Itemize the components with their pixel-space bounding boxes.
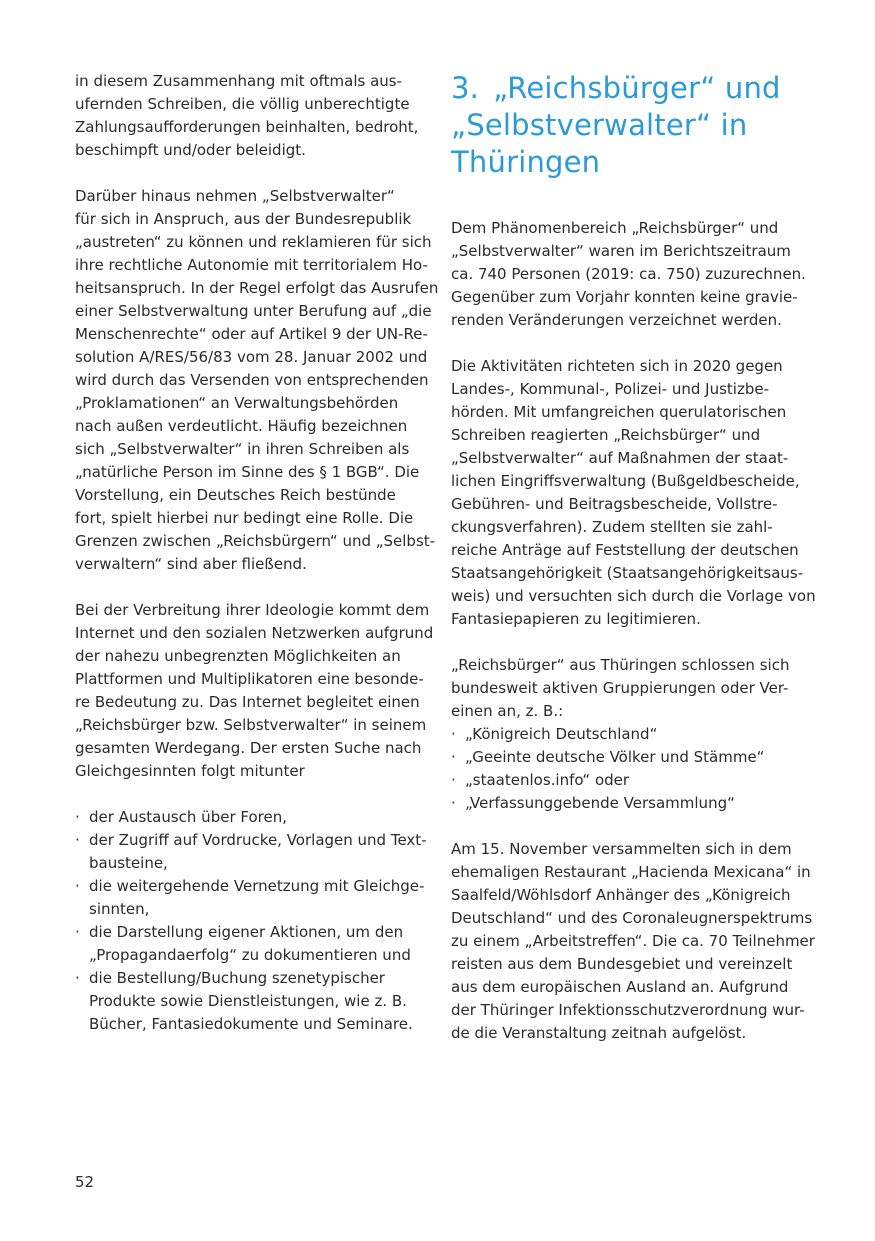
text-line: Landes-, Kommunal-, Polizei- und Justizbe- bbox=[451, 380, 769, 398]
heading-line: „Selbstverwalter“ in bbox=[451, 108, 748, 142]
text-line: Dem Phänomenbereich „Reichsbürger“ und bbox=[451, 219, 779, 237]
text-line: · die Bestellung/Buchung szenetypischer bbox=[89, 969, 385, 987]
list-item bbox=[451, 746, 806, 769]
text-line: heitsanspruch. In der Regel erfolgt das Ausrufen bbox=[75, 279, 439, 297]
text-line: · der Zugriff auf Vordrucke, Vorlagen und Text- bbox=[89, 831, 427, 849]
text-line: „Reichsbürger“ aus Thüringen schlossen sich bbox=[451, 656, 790, 674]
text-line: Darüber hinaus nehmen „Selbstverwalter“ bbox=[75, 187, 395, 205]
text-line: · „staatenlos.info“ oder bbox=[465, 771, 630, 789]
text-line: Grenzen zwischen „Reichsbürgern“ und „Selbst- bbox=[75, 532, 436, 550]
text-line: solution A/RES/56/83 vom 28. Januar 2002 und bbox=[75, 348, 428, 366]
text-line: „natürliche Person im Sinne des § 1 BGB“. Die bbox=[75, 463, 420, 481]
text-line: ihre rechtliche Autonomie mit territorialem Ho- bbox=[75, 256, 428, 274]
text-line: für sich in Anspruch, aus der Bundesrepublik bbox=[75, 210, 412, 228]
text-line: Produkte sowie Dienstleistungen, wie z. B. bbox=[89, 992, 407, 1010]
text-line: aus dem europäischen Ausland an. Aufgrund bbox=[451, 978, 789, 996]
paragraph-phaenomenbereich bbox=[451, 217, 806, 332]
list-item bbox=[451, 792, 806, 815]
text-line: Zahlungsaufforderungen beinhalten, bedroht, bbox=[75, 118, 419, 136]
text-line: de die Veranstaltung zeitnah aufgelöst. bbox=[451, 1024, 747, 1042]
list-item bbox=[75, 967, 425, 1036]
text-line: Internet und den sozialen Netzwerken aufgrund bbox=[75, 624, 434, 642]
text-line: in diesem Zusammenhang mit oftmals aus- bbox=[75, 72, 403, 90]
text-line: lichen Eingriffsverwaltung (Bußgeldbescheide, bbox=[451, 472, 800, 490]
text-line: beschimpft und/oder beleidigt. bbox=[75, 141, 306, 159]
text-line: Vorstellung, ein Deutsches Reich bestünde bbox=[75, 486, 396, 504]
text-line: verwaltern“ sind aber fließend. bbox=[75, 555, 307, 573]
text-line: fort, spielt hierbei nur bedingt eine Rolle. Die bbox=[75, 509, 414, 527]
text-line: einen an, z. B.: bbox=[451, 702, 564, 720]
text-line: wird durch das Versenden von entsprechenden bbox=[75, 371, 429, 389]
list-item bbox=[75, 875, 425, 921]
heading-line bbox=[451, 70, 806, 107]
list-item bbox=[451, 769, 806, 792]
text-line: sinnten, bbox=[89, 900, 150, 918]
text-line: · „Geeinte deutsche Völker und Stämme“ bbox=[465, 748, 765, 766]
paragraph-intro-continued bbox=[75, 70, 425, 162]
text-line: ehemaligen Restaurant „Hacienda Mexicana“ in bbox=[451, 863, 811, 881]
paragraph-selbstverwalter bbox=[75, 185, 439, 576]
list-item bbox=[75, 829, 425, 875]
text-line: Am 15. November versammelten sich in dem bbox=[451, 840, 792, 858]
text-line: „Selbstverwalter“ auf Maßnahmen der staat- bbox=[451, 449, 789, 467]
text-line: Bei der Verbreitung ihrer Ideologie kommt dem bbox=[75, 601, 430, 619]
groups-list bbox=[451, 723, 806, 815]
list-item bbox=[75, 921, 425, 967]
internet-activities-list bbox=[75, 806, 425, 1036]
text-line: · „Verfassunggebende Versammlung“ bbox=[465, 794, 735, 812]
text-line: Saalfeld/Wöhlsdorf Anhänger des „Königreich bbox=[451, 886, 791, 904]
text-line: · der Austausch über Foren, bbox=[89, 808, 287, 826]
text-line: Gebühren- und Beitragsbescheide, Vollstre- bbox=[451, 495, 778, 513]
section-number: 3. bbox=[451, 71, 480, 105]
text-line: ca. 740 Personen (2019: ca. 750) zuzurechnen. bbox=[451, 265, 806, 283]
text-line: „Propagandaerfolg“ zu dokumentieren und bbox=[89, 946, 411, 964]
text-line: Gegenüber zum Vorjahr konnten keine gravie- bbox=[451, 288, 798, 306]
text-line: re Bedeutung zu. Das Internet begleitet einen bbox=[75, 693, 420, 711]
text-line: zu einem „Arbeitstreffen“. Die ca. 70 Teilnehmer bbox=[451, 932, 815, 950]
text-line: Plattformen und Multiplikatoren eine besonde- bbox=[75, 670, 424, 688]
text-line: „Selbstverwalter“ waren im Berichtszeitraum bbox=[451, 242, 791, 260]
paragraph-versammlung bbox=[451, 838, 815, 1045]
text-line: bausteine, bbox=[89, 854, 168, 872]
right-column bbox=[451, 70, 816, 1068]
text-line: ckungsverfahren). Zudem stellten sie zahl- bbox=[451, 518, 773, 536]
text-line: Menschenrechte“ oder auf Artikel 9 der UN-Re- bbox=[75, 325, 428, 343]
text-line: Fantasiepapieren zu legitimieren. bbox=[451, 610, 701, 628]
heading-text: „Reichsbürger“ und bbox=[493, 71, 781, 105]
text-line: gesamten Werdegang. Der ersten Suche nach bbox=[75, 739, 422, 757]
text-line: hörden. Mit umfangreichen querulatorischen bbox=[451, 403, 787, 421]
text-line: bundesweit aktiven Gruppierungen oder Ver- bbox=[451, 679, 789, 697]
text-line: Die Aktivitäten richteten sich in 2020 gegen bbox=[451, 357, 783, 375]
text-line: ufernden Schreiben, die völlig unberechtigte bbox=[75, 95, 410, 113]
text-line: · die weitergehende Vernetzung mit Gleichge- bbox=[89, 877, 425, 895]
paragraph-aktivitaeten bbox=[451, 355, 816, 631]
text-line: „Reichsbürger bzw. Selbstverwalter“ in seinem bbox=[75, 716, 427, 734]
page-number: 52 bbox=[75, 1173, 95, 1191]
text-line: weis) und versuchten sich durch die Vorlage von bbox=[451, 587, 816, 605]
text-line: sich „Selbstverwalter“ in ihren Schreiben als bbox=[75, 440, 410, 458]
text-line: einer Selbstverwaltung unter Berufung auf „die bbox=[75, 302, 432, 320]
text-line: „austreten“ zu können und reklamieren für sich bbox=[75, 233, 432, 251]
section-heading bbox=[451, 70, 806, 181]
list-item bbox=[75, 806, 425, 829]
text-line: reisten aus dem Bundesgebiet und vereinzelt bbox=[451, 955, 793, 973]
paragraph-gruppierungen bbox=[451, 654, 806, 723]
text-line: Bücher, Fantasiedokumente und Seminare. bbox=[89, 1015, 413, 1033]
text-line: der Thüringer Infektionsschutzverordnung wur- bbox=[451, 1001, 805, 1019]
text-line: nach außen verdeutlicht. Häufig bezeichnen bbox=[75, 417, 408, 435]
text-line: · die Darstellung eigener Aktionen, um den bbox=[89, 923, 404, 941]
text-line: reiche Anträge auf Feststellung der deutschen bbox=[451, 541, 799, 559]
left-column bbox=[75, 70, 439, 1059]
text-line: Gleichgesinnten folgt mitunter bbox=[75, 762, 305, 780]
text-line: der nahezu unbegrenzten Möglichkeiten an bbox=[75, 647, 401, 665]
text-line: renden Veränderungen verzeichnet werden. bbox=[451, 311, 782, 329]
text-line: Schreiben reagierten „Reichsbürger“ und bbox=[451, 426, 761, 444]
text-line: Staatsangehörigkeit (Staatsangehörigkeitsaus- bbox=[451, 564, 804, 582]
list-item bbox=[451, 723, 806, 746]
paragraph-internet bbox=[75, 599, 434, 783]
text-line: Deutschland“ und des Coronaleugnerspektrums bbox=[451, 909, 813, 927]
text-line: „Proklamationen“ an Verwaltungsbehörden bbox=[75, 394, 399, 412]
heading-line: Thüringen bbox=[451, 145, 601, 179]
text-line: · „Königreich Deutschland“ bbox=[465, 725, 658, 743]
